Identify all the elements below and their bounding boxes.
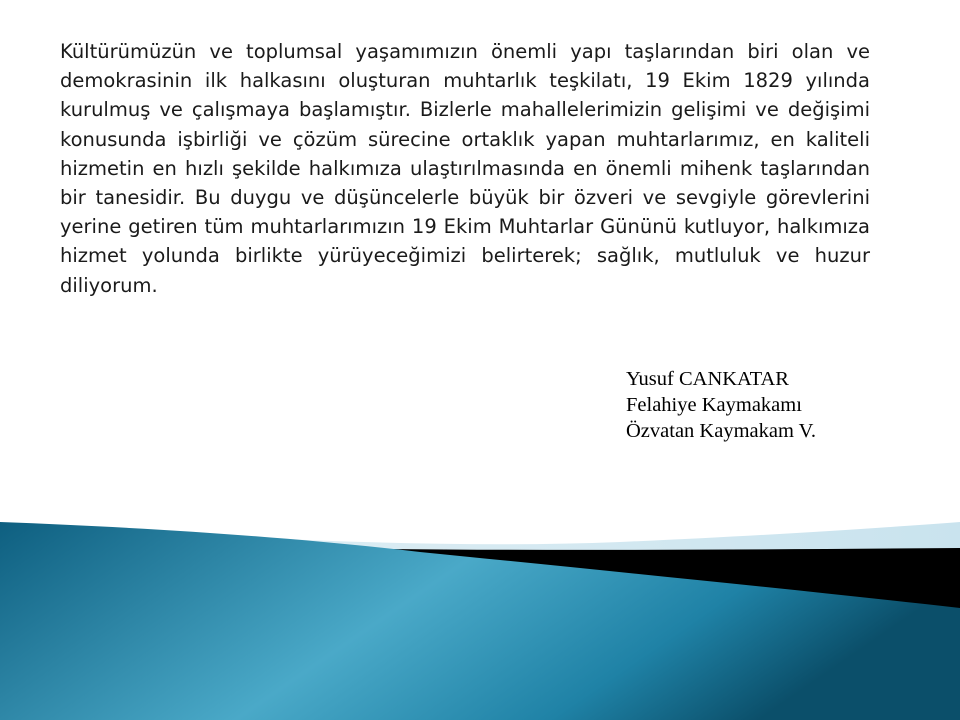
signatory-name: Yusuf CANKATAR bbox=[626, 368, 789, 390]
signatory-title: Felahiye Kaymakamı bbox=[626, 394, 802, 416]
signatory-acting-title: Özvatan Kaymakam V. bbox=[626, 420, 816, 442]
message-paragraph: Kültürümüzün ve toplumsal yaşamımızın önemli yapı taşlarından biri olan ve demokrasinin ilk halkasını oluşturan muhtarlık teşkilatı, 19 Ekim 1829 yılında kurulmuş ve çalışmaya başlamıştır. Bizlerle mahallelerimizin gelişimi ve değişimi konusunda işbirliği ve çözüm sürecine ortaklık yapan muhtarlarımız, en kaliteli hizmetin en hızlı şekilde halkımıza ulaştırılmasında en önemli mihenk taşlarından bir tanesidir. Bu duygu ve düşüncelerle büyük bir özveri ve sevgiyle görevlerini yerine getiren tüm muhtarlarımızın 19 Ekim Muhtarlar Gününü kutluyor, halkımıza hizmet yolunda birlikte yürüyeceğimizi belirterek; sağlık, mutluluk ve huzur diliyorum. bbox=[60, 40, 870, 297]
signature-block bbox=[626, 366, 816, 444]
